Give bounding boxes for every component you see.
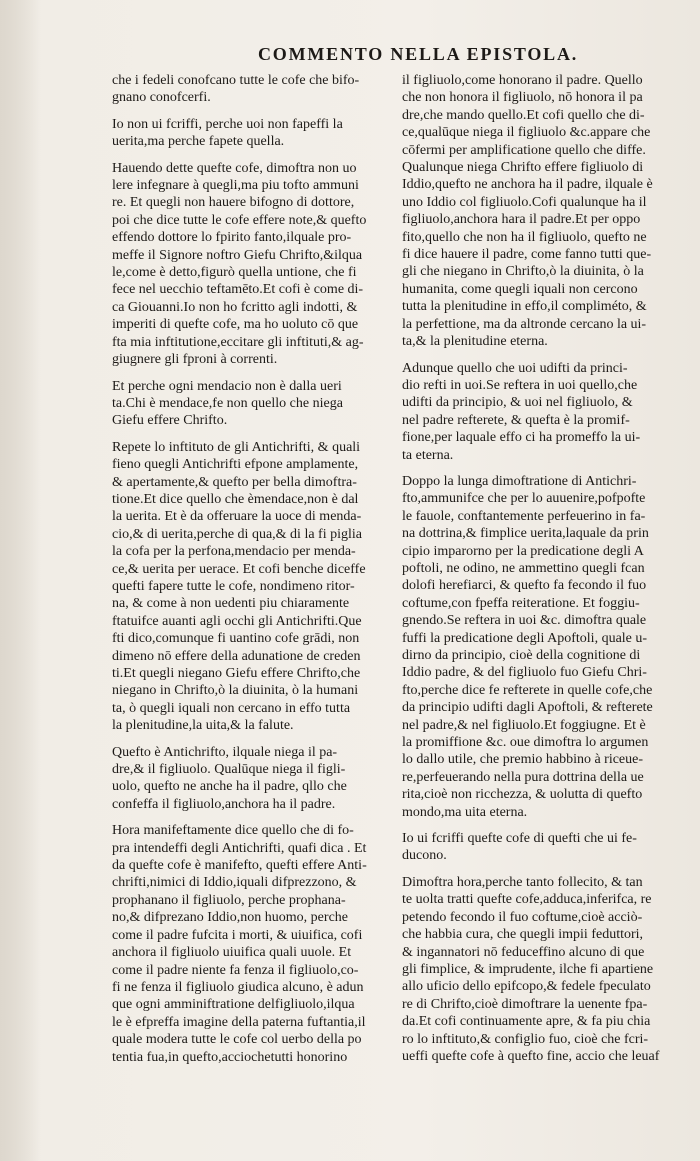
text-line: le è efpreffa imagine della paterna fuftantia,il [112,1014,366,1030]
text-line: fione,per laquale effo ci ha promeffo la ui- [402,430,641,446]
text-line: dio refti in uoi.Se reftera in uoi quello,che [402,377,638,393]
text-line: fta mia inftitutione,eccitare gli inftituti,& ag- [112,334,364,350]
text-line: uerita,ma perche fapete quella. [112,134,285,150]
text-line: pra intendeffi degli Antichrifti, quafi dica . Et [112,840,367,856]
text-line: fti dico,comunque fi uantino cofe grādi, non [112,631,360,647]
text-line: Io non ui fcriffi, perche uoi non fapeffi la [112,116,343,132]
text-line: anchora il figliuolo uiuifica quali uuole. Et [112,945,352,961]
text-line: tutta la plenitudine in effo,il compliméto, & [402,299,647,315]
text-line: gnendo.Se reftera in uoi &c. dimoftra quale [402,613,647,629]
text-line: ueffi quefte cofe à quefto fine, accio che leuaf [402,1048,660,1064]
text-line: Repete lo inftituto de gli Antichrifti, & quali [112,439,361,455]
text-line: confeffa il figliuolo,anchora ha il padre. [112,796,336,812]
text-line: ca Giouanni.Io non ho fcritto agli indotti, & [112,299,358,315]
text-line: la promiffione &c. oue dimoftra lo argumen [402,735,649,751]
paragraph [112,160,396,369]
text-line: udifti da principio, & uoi nel figliuolo, & [402,395,633,411]
text-line: dimeno nō effere della adunatione de creden [112,648,361,664]
text-line: re. Et quegli non hauere bifogno di dottore, [112,195,355,211]
paragraph [112,822,396,1066]
text-line: che non honora il figliuolo, nō honora il pa [402,90,643,106]
text-line: la perfettione, ma da altronde cercano la ui- [402,316,647,332]
text-line: effendo dottore lo fpirito fanto,ilquale pro- [112,230,352,246]
text-line: Dimoftra hora,perche tanto follecito, & tan [402,874,643,890]
text-line: chrifti,nimici di Iddio,iquali difprezzono, & [112,875,357,891]
page-gutter-shadow [0,0,40,1161]
text-line: rita,cioè non ricchezza, & uolutta di quefto [402,787,643,803]
text-line: ta.Chi è mendace,fe non quello che niega [112,395,343,411]
paragraph [402,72,686,351]
text-line: che i fedeli conofcano tutte le cofe che bifo- [112,73,360,88]
text-line: no,& difprezano Iddio,non huomo, perche [112,910,348,926]
text-line: ducono. [402,848,447,864]
text-line: da quefte cofe è manifefto, quefti effere Anti- [112,858,367,874]
text-line: giugnere gli fproni à correnti. [112,352,278,368]
paragraph [112,72,396,107]
text-line: petendo fecondo il fuo coftume,cioè acciò- [402,909,643,925]
running-head: COMMENTO NELLA EPISTOLA. [258,44,579,64]
text-line: Iddio,quefto ne anchora ha il padre, ilquale è [402,177,653,193]
text-line: nel padre refterete, & quefta è la promif- [402,412,630,428]
text-line: & apertamente,& quefto per bella dimoftra- [112,474,357,490]
text-line: mondo,ma uita eterna. [402,804,528,820]
text-line: cōfermi per amplificatione quello che diffe. [402,142,646,158]
text-line: cio,& di uerita,perche di qua,& di la fi piglia [112,526,362,542]
text-line: lo dallo utile, che premio habbino à riceue- [402,752,644,768]
text-line: come il padre niente fa fenza il figliuolo,co- [112,962,359,978]
text-line: uno Iddio col figliuolo.Cofi qualunque ha il [402,194,647,210]
right-column [402,72,686,1074]
text-line: la uerita. Et è da offeruare la uoce di menda- [112,509,362,525]
text-line: figliuolo,anchora hara il padre.Et per oppo [402,212,641,228]
paragraph [112,744,396,814]
text-line: fito,quello che non ha il figliuolo, quefto ne [402,229,647,245]
text-line: da principio udifti dagli Apoftoli, & refterete [402,700,653,716]
text-line: Hauendo dette quefte cofe, dimoftra non uo [112,160,357,176]
text-line: la cofa per la perfona,mendacio per menda- [112,544,356,560]
text-line: dirno da principio, cioè della cognitione di [402,648,641,663]
text-line: dre,& il figliuolo. Qualūque niega il figli- [112,762,346,778]
text-line: dolofi herefiarci, & quefto fa fecondo il fuo [402,578,647,594]
text-line: da.Et cofi continuamente apre, & fa piu chia [402,1014,651,1030]
text-line: humanita, come quegli iquali non cercono [402,281,638,297]
text-line: ftatuifce auanti agli occhi gli Antichrifti.Que [112,613,362,629]
text-line: que ogni amminiftratione delfigliuolo,ilqua [112,997,355,1013]
text-line: gnano conofcerfi. [112,90,211,106]
text-line: poi che dice tutte le cofe effere note,& quefto [112,212,367,228]
text-line: fto,ammunifce che per lo auuenire,pofpofte [402,491,646,507]
text-line: ce,& uerita per uerace. Et cofi benche diceffe [112,561,366,577]
text-line: ta, ò quegli iquali non cercano in effo tutta [112,700,351,716]
text-line: la plenitudine,la uita,& la falute. [112,718,294,734]
text-line: na dottrina,& fimplice uerita,laquale da prin [402,526,649,542]
paragraph [402,830,686,865]
paragraph [402,473,686,821]
text-line: Giefu effere Chrifto. [112,413,228,429]
text-line: fece nel uecchio teftamēto.Et cofi è come di- [112,282,364,298]
text-line: imperiti di quefte cofe, ma ho uoluto cō que [112,317,359,333]
paragraph [112,378,396,430]
text-line: fieno quegli Antichrifti efpone amplamente, [112,457,359,473]
text-line: gli fimplice, & imprudente, ilche fi apartiene [402,961,654,977]
text-line: ti.Et quegli niegano Giefu effere Chrifto,che [112,666,361,681]
text-line: come il padre fufcita i morti, & uiuifica, cofi [112,927,363,943]
text-line: re di Chrifto,cioè dimoftrare la uenente fpa- [402,996,648,1012]
text-line: niegano in Chrifto,ò la diuinita, ò la humani [112,683,359,699]
paragraph [112,116,396,151]
text-line: dre,che mando quello.Et cofi quello che di- [402,107,645,123]
text-line: coftume,con fpeffa reiteratione. Et foggiu- [402,595,640,611]
text-line: fuffi la predicatione degli Apoftoli, quale u- [402,630,648,646]
text-line: & ingannatori nō feduceffino alcuno di que [402,944,645,960]
text-line: re,perfeuerando nella pura dottrina della ue [402,769,644,785]
text-line: ro lo inftituto,& configlio fuo, cioè che fcri- [402,1031,649,1047]
text-line: prophanano il figliuolo, perche prophana- [112,892,346,908]
text-line: che habbia cura, che quegli impii feduttori, [402,927,644,943]
text-line: le fauole, conftantemente perfeuerino in fa- [402,508,646,524]
text-line: nel padre,& nel figliuolo.Et foggiugne. Et è [402,717,646,733]
text-line: allo uficio dello epifcopo,& fedele fpeculato [402,979,651,995]
text-line: Adunque quello che uoi udifti da princi- [402,360,628,376]
text-line: poftoli, ne odino, ne ammettino quegli fcan [402,560,645,576]
text-line: Io ui fcriffi quefte cofe di quefti che ui fe- [402,831,637,847]
text-line: quefti fapere tutte le cofe, nondimeno ritor- [112,578,355,594]
text-line: tentia fua,in quefto,acciochetutti honorino [112,1049,348,1065]
left-column [112,72,396,1075]
paragraph [402,874,686,1065]
text-line: tione.Et dice quello che èmendace,non è dal [112,491,359,507]
text-line: Quefto è Antichrifto, ilquale niega il pa- [112,744,338,760]
text-line: uolo, quefto ne anche ha il padre, qllo che [112,779,347,795]
text-line: fto,perche dice fe refterete in quelle cofe,che [402,682,653,698]
text-line: quale modera tutte le cofe col uerbo della po [112,1032,362,1048]
text-line: Qualunque niega Chrifto effere figliuolo di [402,160,644,176]
text-line: il figliuolo,come honorano il padre. Quello [402,73,643,88]
text-line: ce,qualūque niega il figliuolo &c.appare che [402,125,651,141]
text-line: lere infegnare à quegli,ma piu tofto ammuni [112,178,359,194]
text-line: Et perche ogni mendacio non è dalla ueri [112,378,342,394]
paragraph [402,360,686,464]
text-line: cipio imparorno per la predicatione degli A [402,543,644,559]
paragraph [112,439,396,735]
text-line: ta eterna. [402,447,454,463]
text-line: Doppo la lunga dimoftratione di Antichri- [402,473,637,489]
text-line: te uolta tratti quefte cofe,adduca,inferifca, re [402,892,652,908]
text-line: ta,& la plenitudine eterna. [402,334,548,350]
text-line: Hora manifeftamente dice quello che di fo- [112,823,354,839]
text-line: gli che niegano in Chrifto,ò la diuinita, ò la [402,264,644,280]
text-line: meffe il Signore noftro Giefu Chrifto,&ilqua [112,247,363,263]
text-line: Iddio padre, & del figliuolo fuo Giefu Chri- [402,665,647,681]
text-line: fi dice hauere il padre, come fanno tutti que- [402,247,652,263]
text-line: na, & come à non uedenti piu chiaramente [112,596,350,612]
text-line: fi ne fenza il figliuolo giudica alcuno, è adun [112,979,364,995]
text-line: le,come è detto,figurò quella untione, che fi [112,265,357,281]
